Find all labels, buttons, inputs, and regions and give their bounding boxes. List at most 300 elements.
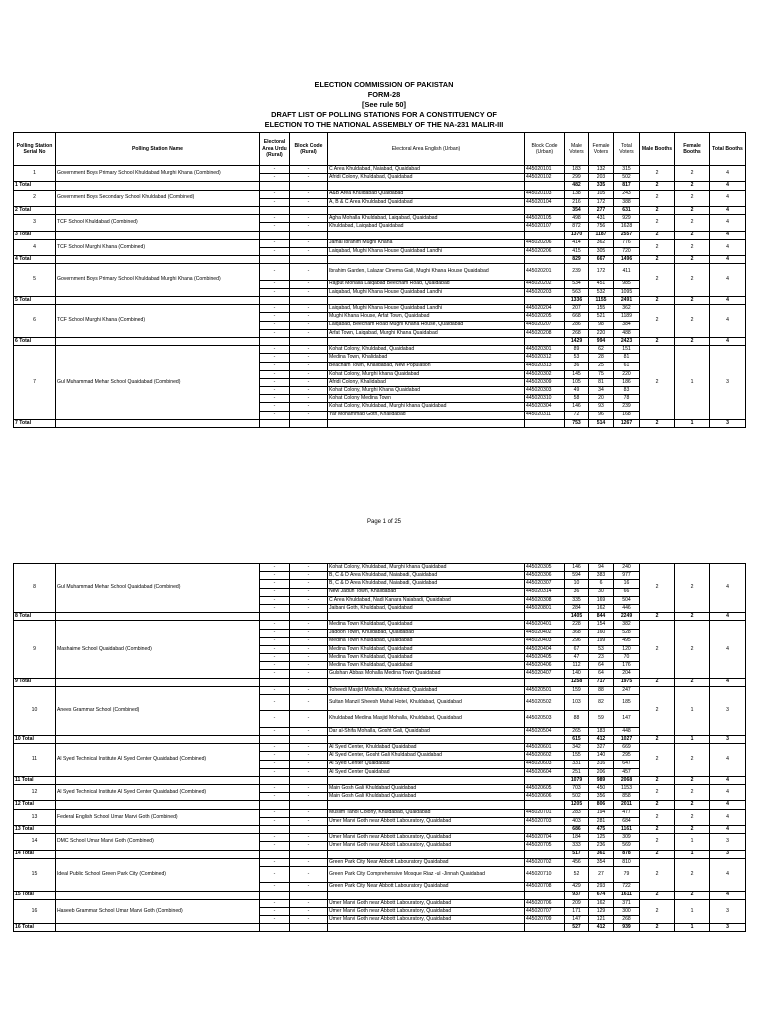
- total-spacer: [290, 206, 328, 214]
- block-code-rural: -: [290, 760, 328, 768]
- total-spacer: [328, 776, 525, 784]
- total-female-booths: 1: [675, 419, 710, 427]
- male-voters: 36: [565, 588, 589, 596]
- male-voters: 342: [565, 744, 589, 752]
- electoral-area: Khuldabad Medina Masjid Mohalla, Khuldabad, Quaidabad: [328, 711, 525, 727]
- total-row: [14, 735, 746, 743]
- total-voters-sum: 631: [614, 206, 640, 214]
- total-voters: 147: [614, 711, 640, 727]
- female-voters: 162: [589, 899, 614, 907]
- male-voters: 207: [565, 305, 589, 313]
- male-voters: 67: [565, 645, 589, 653]
- form-header: [0, 80, 768, 130]
- total-spacer: [525, 297, 565, 305]
- total-voters: 79: [614, 866, 640, 882]
- total-spacer: [290, 297, 328, 305]
- total-spacer: [290, 613, 328, 621]
- total-spacer: [56, 678, 260, 686]
- male-booths: 2: [640, 215, 675, 231]
- female-voters: 199: [589, 637, 614, 645]
- male-booths: 2: [640, 834, 675, 850]
- total-male-voters: 686: [565, 826, 589, 834]
- station-serial: 15: [14, 858, 56, 891]
- total-spacer: [525, 850, 565, 858]
- area-urdu: -: [260, 166, 290, 174]
- total-female-booths: 1: [675, 850, 710, 858]
- electoral-area: Laiqabad, Mughi Khana House Quaidabad Landhi: [328, 305, 525, 313]
- female-voters: 94: [589, 564, 614, 572]
- total-spacer: [260, 337, 290, 345]
- electoral-area: Ibrahim Garden, Lalazar Cinema Gali, Mughi Khana House Quaidabad: [328, 264, 525, 280]
- block-code-rural: -: [290, 629, 328, 637]
- total-voters: 315: [614, 166, 640, 174]
- block-code-urban: 445020402: [525, 629, 565, 637]
- area-urdu: -: [260, 403, 290, 411]
- total-voters: 1095: [614, 288, 640, 296]
- total-male-booths: 2: [640, 850, 675, 858]
- total-voters: 382: [614, 621, 640, 629]
- total-voters: 204: [614, 670, 640, 678]
- station-serial: 3: [14, 215, 56, 231]
- block-code-rural: -: [290, 842, 328, 850]
- block-code-urban: 445020701: [525, 809, 565, 817]
- total-booths: 3: [710, 834, 746, 850]
- total-spacer: [525, 613, 565, 621]
- total-male-voters: 517: [565, 850, 589, 858]
- total-voters: 495: [614, 637, 640, 645]
- total-spacer: [328, 297, 525, 305]
- block-code-urban: 445020204: [525, 305, 565, 313]
- electoral-area: Main Gosh Gali Khuldabad Quaidabad: [328, 785, 525, 793]
- female-voters: 155: [589, 305, 614, 313]
- total-spacer: [56, 891, 260, 899]
- total-spacer: [290, 776, 328, 784]
- total-label: 4 Total: [14, 256, 56, 264]
- female-voters: 194: [589, 809, 614, 817]
- total-booths: 4: [710, 809, 746, 825]
- total-voters-sum: 2249: [614, 613, 640, 621]
- female-voters: 356: [589, 793, 614, 801]
- electoral-area: Kohat Colony Medina Town: [328, 395, 525, 403]
- male-voters: 184: [565, 834, 589, 842]
- area-urdu: -: [260, 387, 290, 395]
- col-male-booths: Male Booths: [640, 133, 675, 166]
- electoral-area: Rajput Mohalla Laiqabad Beecham Road, Quaidabad: [328, 280, 525, 288]
- male-voters: 594: [565, 572, 589, 580]
- total-voters: 70: [614, 654, 640, 662]
- female-voters: 64: [589, 662, 614, 670]
- block-code-rural: -: [290, 916, 328, 924]
- table-row: [14, 858, 746, 866]
- area-urdu: -: [260, 564, 290, 572]
- total-booths: 4: [710, 785, 746, 801]
- station-name: Government Boys Secondary School Khuldabad (Combined): [56, 190, 260, 206]
- block-code-rural: -: [290, 907, 328, 915]
- total-male-voters: 1079: [565, 776, 589, 784]
- total-male-booths: 2: [640, 678, 675, 686]
- block-code-rural: -: [290, 329, 328, 337]
- male-voters: 52: [565, 866, 589, 882]
- female-voters: 129: [589, 907, 614, 915]
- block-code-urban: 445020309: [525, 378, 565, 386]
- female-voters: 34: [589, 387, 614, 395]
- table-row: [14, 564, 746, 572]
- total-spacer: [525, 891, 565, 899]
- total-female-voters: 844: [589, 613, 614, 621]
- total-spacer: [56, 182, 260, 190]
- male-voters: 146: [565, 403, 589, 411]
- total-voters-sum: 2068: [614, 776, 640, 784]
- total-male-voters: 1370: [565, 231, 589, 239]
- constituency-title: ELECTION TO THE NATIONAL ASSEMBLY OF THE NA-231 MALIR-III: [264, 120, 504, 129]
- block-code-urban: 445020706: [525, 899, 565, 907]
- total-booths-sum: 4: [710, 613, 746, 621]
- total-male-booths: 2: [640, 891, 675, 899]
- area-urdu: -: [260, 596, 290, 604]
- block-code-rural: -: [290, 588, 328, 596]
- col-station-name: Polling Station Name: [56, 133, 260, 166]
- male-voters: 498: [565, 215, 589, 223]
- male-booths: 2: [640, 744, 675, 777]
- electoral-area: C Area Khuldabad, Nadi Kanara Naiabadi, Quaidabad: [328, 596, 525, 604]
- total-booths-sum: 4: [710, 206, 746, 214]
- total-booths: 4: [710, 264, 746, 297]
- female-voters: 354: [589, 858, 614, 866]
- table-row: [14, 239, 746, 247]
- area-urdu: -: [260, 842, 290, 850]
- block-code-rural: -: [290, 370, 328, 378]
- total-booths: 3: [710, 346, 746, 420]
- station-serial: 5: [14, 264, 56, 297]
- total-spacer: [56, 826, 260, 834]
- block-code-urban: 445020407: [525, 670, 565, 678]
- total-spacer: [328, 231, 525, 239]
- total-voters: 504: [614, 596, 640, 604]
- total-voters-sum: 2491: [614, 297, 640, 305]
- total-male-booths: 2: [640, 231, 675, 239]
- total-voters: 446: [614, 604, 640, 612]
- block-code-urban: 445020105: [525, 215, 565, 223]
- male-voters: 10: [565, 580, 589, 588]
- area-urdu: -: [260, 695, 290, 711]
- block-code-rural: -: [290, 809, 328, 817]
- female-booths: 1: [675, 686, 710, 735]
- total-voters-sum: 2011: [614, 801, 640, 809]
- total-label: 14 Total: [14, 850, 56, 858]
- male-booths: 2: [640, 809, 675, 825]
- total-spacer: [56, 801, 260, 809]
- total-male-booths: 2: [640, 735, 675, 743]
- block-code-urban: 445020310: [525, 395, 565, 403]
- area-urdu: -: [260, 588, 290, 596]
- block-code-urban: 445020313: [525, 362, 565, 370]
- electoral-area: Yar Mohammad Goth, Khalidabad: [328, 411, 525, 419]
- female-voters: 20: [589, 395, 614, 403]
- male-voters: 368: [565, 629, 589, 637]
- total-label: 7 Total: [14, 419, 56, 427]
- area-urdu: -: [260, 629, 290, 637]
- station-name: Mashaime School Quaidabad (Combined): [56, 621, 260, 678]
- total-spacer: [56, 613, 260, 621]
- total-booths: 4: [710, 858, 746, 891]
- area-urdu: -: [260, 817, 290, 825]
- block-code-urban: 445020503: [525, 711, 565, 727]
- electoral-area: Laiqabad, Beecham Road Mughi Khana House, Quaidabad: [328, 321, 525, 329]
- total-female-booths: 2: [675, 613, 710, 621]
- total-voters-sum: 2557: [614, 231, 640, 239]
- total-male-voters: 482: [565, 182, 589, 190]
- total-voters-sum: 817: [614, 182, 640, 190]
- block-code-rural: -: [290, 858, 328, 866]
- area-urdu: -: [260, 760, 290, 768]
- electoral-area: Medina Town Khuldabad, Quaidabad: [328, 637, 525, 645]
- total-female-voters: 806: [589, 801, 614, 809]
- male-voters: 502: [565, 793, 589, 801]
- total-label: 6 Total: [14, 337, 56, 345]
- area-urdu: -: [260, 378, 290, 386]
- total-female-booths: 1: [675, 735, 710, 743]
- female-voters: 236: [589, 842, 614, 850]
- block-code-urban: 445020705: [525, 842, 565, 850]
- table-row: [14, 809, 746, 817]
- male-voters: 286: [565, 321, 589, 329]
- total-voters: 300: [614, 907, 640, 915]
- table-body-page-1: [14, 166, 746, 428]
- male-voters: 138: [565, 190, 589, 198]
- electoral-area: Gulshan Abbas Mohalla Medina Town Quaidabad: [328, 670, 525, 678]
- total-spacer: [328, 924, 525, 932]
- col-female-voters: Female Voters: [589, 133, 614, 166]
- male-voters: 72: [565, 411, 589, 419]
- area-urdu: -: [260, 654, 290, 662]
- total-spacer: [328, 206, 525, 214]
- female-voters: 98: [589, 321, 614, 329]
- electoral-area: Medina Town, Khalidabad: [328, 354, 525, 362]
- female-voters: 6: [589, 580, 614, 588]
- area-urdu: -: [260, 288, 290, 296]
- col-total-voters: Total Voters: [614, 133, 640, 166]
- total-booths-sum: 4: [710, 297, 746, 305]
- block-code-urban: 445020303: [525, 387, 565, 395]
- total-male-voters: 1429: [565, 337, 589, 345]
- station-serial: 7: [14, 346, 56, 420]
- total-spacer: [260, 801, 290, 809]
- male-voters: 105: [565, 378, 589, 386]
- area-urdu: -: [260, 572, 290, 580]
- total-spacer: [56, 256, 260, 264]
- block-code-urban: 445020707: [525, 907, 565, 915]
- total-female-booths: 2: [675, 337, 710, 345]
- total-row: [14, 776, 746, 784]
- male-voters: 49: [565, 387, 589, 395]
- total-voters: 929: [614, 215, 640, 223]
- area-urdu: -: [260, 899, 290, 907]
- total-male-voters: 829: [565, 256, 589, 264]
- table-row: [14, 899, 746, 907]
- female-voters: 451: [589, 280, 614, 288]
- male-voters: 429: [565, 883, 589, 891]
- area-urdu: -: [260, 362, 290, 370]
- total-spacer: [328, 419, 525, 427]
- total-booths: 4: [710, 239, 746, 255]
- electoral-area: Medina Town Khuldabad, Quaidabad: [328, 654, 525, 662]
- female-voters: 27: [589, 866, 614, 882]
- electoral-area: Sultan Manzil Sheesh Mahal Hotel, Khuldabad, Quaidabad: [328, 695, 525, 711]
- electoral-area: Umer Marvi Goth near Abbott Labouratory, Quaidabad: [328, 842, 525, 850]
- male-voters: 284: [565, 604, 589, 612]
- block-code-urban: 445020312: [525, 354, 565, 362]
- area-urdu: -: [260, 711, 290, 727]
- block-code-rural: -: [290, 596, 328, 604]
- block-code-rural: -: [290, 288, 328, 296]
- total-booths-sum: 3: [710, 735, 746, 743]
- total-male-booths: 2: [640, 206, 675, 214]
- male-voters: 88: [565, 711, 589, 727]
- total-female-voters: 674: [589, 891, 614, 899]
- total-spacer: [56, 337, 260, 345]
- total-spacer: [290, 801, 328, 809]
- male-voters: 331: [565, 760, 589, 768]
- total-booths: 4: [710, 744, 746, 777]
- electoral-area: Arfat Town, Laiqabad, Murghi Khana Quaidabad: [328, 329, 525, 337]
- station-name: TCF School Khuldabad (Combined): [56, 215, 260, 231]
- total-label: 9 Total: [14, 678, 56, 686]
- electoral-area: Laiqabad, Mughi Khana House Quaidabad Landhi: [328, 288, 525, 296]
- total-spacer: [328, 850, 525, 858]
- total-male-voters: 354: [565, 206, 589, 214]
- male-voters: 703: [565, 785, 589, 793]
- area-urdu: -: [260, 215, 290, 223]
- total-booths-sum: 4: [710, 891, 746, 899]
- female-voters: 88: [589, 686, 614, 694]
- block-code-rural: -: [290, 362, 328, 370]
- total-male-booths: 2: [640, 182, 675, 190]
- area-urdu: -: [260, 907, 290, 915]
- table-row: [14, 264, 746, 280]
- female-voters: 206: [589, 768, 614, 776]
- total-spacer: [260, 735, 290, 743]
- block-code-urban: 445020703: [525, 817, 565, 825]
- total-voters-sum: 1027: [614, 735, 640, 743]
- block-code-urban: 445020606: [525, 793, 565, 801]
- station-name: Federal English School Umar Marvi Goth (Combined): [56, 809, 260, 825]
- female-voters: 450: [589, 785, 614, 793]
- electoral-area: C Area Khuldabad, Naiabad, Quaidabad: [328, 166, 525, 174]
- electoral-area: Kohat Colony, Murghi khana Quaidabad: [328, 370, 525, 378]
- area-urdu: -: [260, 580, 290, 588]
- total-male-booths: 2: [640, 613, 675, 621]
- electoral-area: Umer Marvi Goth near Abbott Labouratory, Quaidabad: [328, 907, 525, 915]
- male-voters: 155: [565, 752, 589, 760]
- total-voters: 1153: [614, 785, 640, 793]
- female-voters: 93: [589, 403, 614, 411]
- station-name: Al Syed Technical Institute Al Syed Center Quaidabad (Combined): [56, 744, 260, 777]
- station-name: Anees Grammar School (Combined): [56, 686, 260, 735]
- polling-stations-table-page-1: [13, 132, 746, 428]
- table-row: [14, 785, 746, 793]
- male-voters: 209: [565, 899, 589, 907]
- area-urdu: -: [260, 346, 290, 354]
- total-booths: 4: [710, 621, 746, 678]
- col-block-rural: Block Code (Rural): [290, 133, 328, 166]
- female-voters: 30: [589, 588, 614, 596]
- female-voters: 172: [589, 264, 614, 280]
- block-code-urban: 445020709: [525, 916, 565, 924]
- table-row: [14, 166, 746, 174]
- block-code-rural: -: [290, 564, 328, 572]
- table-body-page-2: [14, 564, 746, 932]
- total-booths: 4: [710, 215, 746, 231]
- electoral-area: Jaibani Goth, Khuldabad, Quaidabad: [328, 604, 525, 612]
- col-area-urdu: Electoral Area Urdu (Rural): [260, 133, 290, 166]
- total-male-voters: 1205: [565, 801, 589, 809]
- total-booths: 4: [710, 190, 746, 206]
- electoral-area: B, C & D Area Khuldabad, Naiabadi, Quaidabad: [328, 580, 525, 588]
- total-male-voters: 1405: [565, 613, 589, 621]
- electoral-area: Al Syed Center Quaidabad: [328, 768, 525, 776]
- block-code-rural: -: [290, 215, 328, 223]
- total-row: [14, 182, 746, 190]
- total-spacer: [525, 801, 565, 809]
- total-spacer: [290, 891, 328, 899]
- block-code-rural: -: [290, 645, 328, 653]
- block-code-rural: -: [290, 247, 328, 255]
- total-voters: 247: [614, 686, 640, 694]
- total-spacer: [56, 850, 260, 858]
- female-voters: 96: [589, 411, 614, 419]
- total-voters: 858: [614, 793, 640, 801]
- male-booths: 2: [640, 686, 675, 735]
- total-spacer: [260, 613, 290, 621]
- total-spacer: [525, 337, 565, 345]
- block-code-rural: -: [290, 768, 328, 776]
- total-voters: 268: [614, 916, 640, 924]
- area-urdu: -: [260, 662, 290, 670]
- total-female-voters: 514: [589, 419, 614, 427]
- total-male-booths: 2: [640, 337, 675, 345]
- male-voters: 296: [565, 637, 589, 645]
- total-spacer: [290, 678, 328, 686]
- total-row: [14, 678, 746, 686]
- total-booths-sum: 4: [710, 801, 746, 809]
- male-voters: 89: [565, 346, 589, 354]
- total-row: [14, 891, 746, 899]
- area-urdu: -: [260, 686, 290, 694]
- block-code-urban: 445020107: [525, 223, 565, 231]
- total-voters: 647: [614, 760, 640, 768]
- block-code-rural: -: [290, 817, 328, 825]
- station-name: Gul Muhammad Mehar School Quaidabad (Combined): [56, 346, 260, 420]
- total-female-voters: 412: [589, 924, 614, 932]
- total-voters: 176: [614, 662, 640, 670]
- total-female-voters: 412: [589, 735, 614, 743]
- female-voters: 53: [589, 645, 614, 653]
- total-female-voters: 1155: [589, 297, 614, 305]
- total-spacer: [290, 850, 328, 858]
- block-code-rural: -: [290, 727, 328, 735]
- total-voters: 185: [614, 695, 640, 711]
- area-urdu: -: [260, 809, 290, 817]
- male-voters: 265: [565, 727, 589, 735]
- block-code-urban: 445020101: [525, 166, 565, 174]
- total-row: [14, 337, 746, 345]
- female-voters: 162: [589, 604, 614, 612]
- electoral-area: Al Syed Center, Khuldabad Quaidabad: [328, 744, 525, 752]
- block-code-urban: 445020801: [525, 604, 565, 612]
- female-voters: 64: [589, 670, 614, 678]
- area-urdu: -: [260, 670, 290, 678]
- block-code-rural: -: [290, 654, 328, 662]
